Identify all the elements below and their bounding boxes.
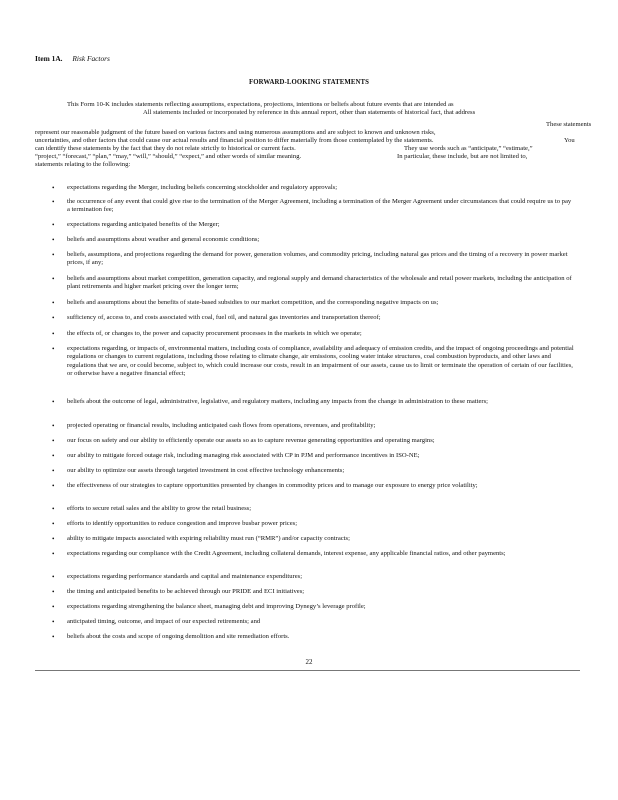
intro-line: This Form 10-K includes statements reflecting assumptions, expectations, projections, intentions or beliefs about future events that are intended as	[67, 101, 454, 108]
list-item-text: beliefs about the outcome of legal, administrative, legislative, and regulatory matters, including any impacts from the change in administration to these matters;	[67, 398, 488, 405]
bullet-icon: •	[52, 633, 55, 641]
list-item-text: beliefs about the costs and scope of ongoing demolition and site remediation efforts.	[67, 633, 290, 640]
list-item-text: beliefs and assumptions about market competition, generation capacity, and regional supply and demand characteristics of the wholesale and retail power markets, including the anticipation of plant retirements and higher market pricing over the longer term;	[67, 275, 572, 291]
bullet-icon: •	[52, 482, 55, 490]
bullet-icon: •	[52, 314, 55, 322]
footer-divider	[35, 670, 580, 671]
section-title: FORWARD-LOOKING STATEMENTS	[248, 79, 370, 86]
intro-line: All statements included or incorporated by reference in this annual report, other than statements of historical fact, that address	[143, 109, 476, 116]
list-item-text: projected operating or financial results, including anticipated cash flows from operations, revenues, and profitability;	[67, 422, 376, 429]
bullet-icon: •	[52, 330, 55, 338]
list-item-text: expectations regarding, or impacts of, environmental matters, including costs of compliance, availability and adequacy of emission credits, and the impact of ongoing proceedings and potential regulations or changes to current regulations, including those relating to climate change, air emissions, cooling water intake structures, coal combustion byproducts, and other laws and regulations that we are, or could become, subject to, which could increase our costs, result in an impairment of our assets, cause us to limit or terminate the operation of certain of our facilities, or otherwise have a negative financial effect;	[67, 345, 574, 377]
list-item-text: expectations regarding the Merger, including beliefs concerning stockholder and regulatory approvals;	[67, 184, 338, 191]
intro-line: can identify these statements by the fact that they do not relate strictly to historical or current facts.	[35, 145, 296, 152]
bullet-icon: •	[52, 535, 55, 543]
list-item-text: beliefs and assumptions about weather and general economic conditions;	[67, 236, 260, 243]
bullet-icon: •	[52, 184, 55, 192]
list-item-text: ability to mitigate impacts associated with expiring reliability must run (“RMR”) and/or capacity contracts;	[67, 535, 350, 542]
bullet-icon: •	[52, 588, 55, 596]
bullet-icon: •	[52, 221, 55, 229]
bullet-icon: •	[52, 467, 55, 475]
bullet-icon: •	[52, 550, 55, 558]
item-number: Item 1A.	[35, 54, 63, 63]
intro-line: In particular, these include, but are not limited to,	[397, 153, 528, 160]
list-item-text: expectations regarding performance standards and capital and maintenance expenditures;	[67, 573, 303, 580]
list-item-text: our focus on safety and our ability to efficiently operate our assets so as to capture revenue generating opportunities and operating margins;	[67, 437, 435, 444]
item-heading	[35, 54, 110, 63]
intro-line: statements relating to the following:	[35, 161, 131, 168]
bullet-icon: •	[52, 505, 55, 513]
intro-line: “project,” “forecast,” “plan,” “may,” “will,” “should,” “expect,” and other words of similar meaning.	[35, 153, 302, 160]
list-item-text: the timing and anticipated benefits to be achieved through our PRIDE and ECI initiatives;	[67, 588, 305, 595]
list-item-text: our ability to mitigate forced outage risk, including managing risk associated with CP in PJM and performance incentives in ISO-NE;	[67, 452, 420, 459]
bullet-icon: •	[52, 422, 55, 430]
list-item-text: our ability to optimize our assets through targeted investment in cost effective technology enhancements;	[67, 467, 345, 474]
bullet-icon: •	[52, 573, 55, 581]
list-item-text: the effects of, or changes to, the power and capacity procurement processes in the markets in which we operate;	[67, 330, 362, 337]
list-item-text: expectations regarding our compliance with the Credit Agreement, including collateral demands, interest expense, any applicable financial ratios, and other payments;	[67, 550, 506, 557]
list-item-text: efforts to secure retail sales and the ability to grow the retail business;	[67, 505, 252, 512]
list-item-text: beliefs and assumptions about the benefits of state-based subsidies to our market competition, and the corresponding negative impacts on us;	[67, 299, 439, 306]
bullet-icon: •	[52, 398, 55, 406]
bullet-icon: •	[52, 275, 55, 283]
list-item-text: expectations regarding strengthening the balance sheet, managing debt and improving Dynegy’s leverage profile;	[67, 603, 366, 610]
list-item-text: the effectiveness of our strategies to capture opportunities presented by changes in commodity prices and to manage our exposure to energy price volatility;	[67, 482, 478, 489]
intro-line: They use words such as “anticipate,” “estimate,”	[404, 145, 533, 152]
list-item-text: the occurrence of any event that could give rise to the termination of the Merger Agreement, including a termination of the Merger Agreement under circumstances that could require us to pay a termination fee;	[67, 198, 572, 214]
bullet-icon: •	[52, 198, 55, 206]
bullet-icon: •	[52, 603, 55, 611]
intro-line: These statements	[546, 121, 592, 128]
bullet-icon: •	[52, 299, 55, 307]
page-number: 22	[305, 658, 313, 666]
bullet-icon: •	[52, 345, 55, 353]
list-item-text: efforts to identify opportunities to reduce congestion and improve busbar power prices;	[67, 520, 298, 527]
list-item-text: sufficiency of, access to, and costs associated with coal, fuel oil, and natural gas inventories and transportation thereof;	[67, 314, 381, 321]
intro-line: represent our reasonable judgment of the future based on various factors and using numerous assumptions and are subject to known and unknown risks,	[35, 129, 436, 136]
list-item-text: beliefs, assumptions, and projections regarding the demand for power, generation volumes, and commodity pricing, including natural gas prices and the timing of a recovery in power market prices, if any;	[67, 251, 568, 267]
bullet-icon: •	[52, 251, 55, 259]
list-item-text: expectations regarding anticipated benefits of the Merger;	[67, 221, 220, 228]
intro-line: You	[564, 137, 575, 144]
bullet-icon: •	[52, 452, 55, 460]
item-title: Risk Factors	[72, 54, 110, 63]
intro-line: uncertainties, and other factors that could cause our actual results and financial position to differ materially from those contemplated by the statements.	[35, 137, 434, 144]
bullet-icon: •	[52, 437, 55, 445]
bullet-icon: •	[52, 520, 55, 528]
bullet-icon: •	[52, 236, 55, 244]
bullet-icon: •	[52, 618, 55, 626]
list-item-text: anticipated timing, outcome, and impact of our expected retirements; and	[67, 618, 261, 625]
